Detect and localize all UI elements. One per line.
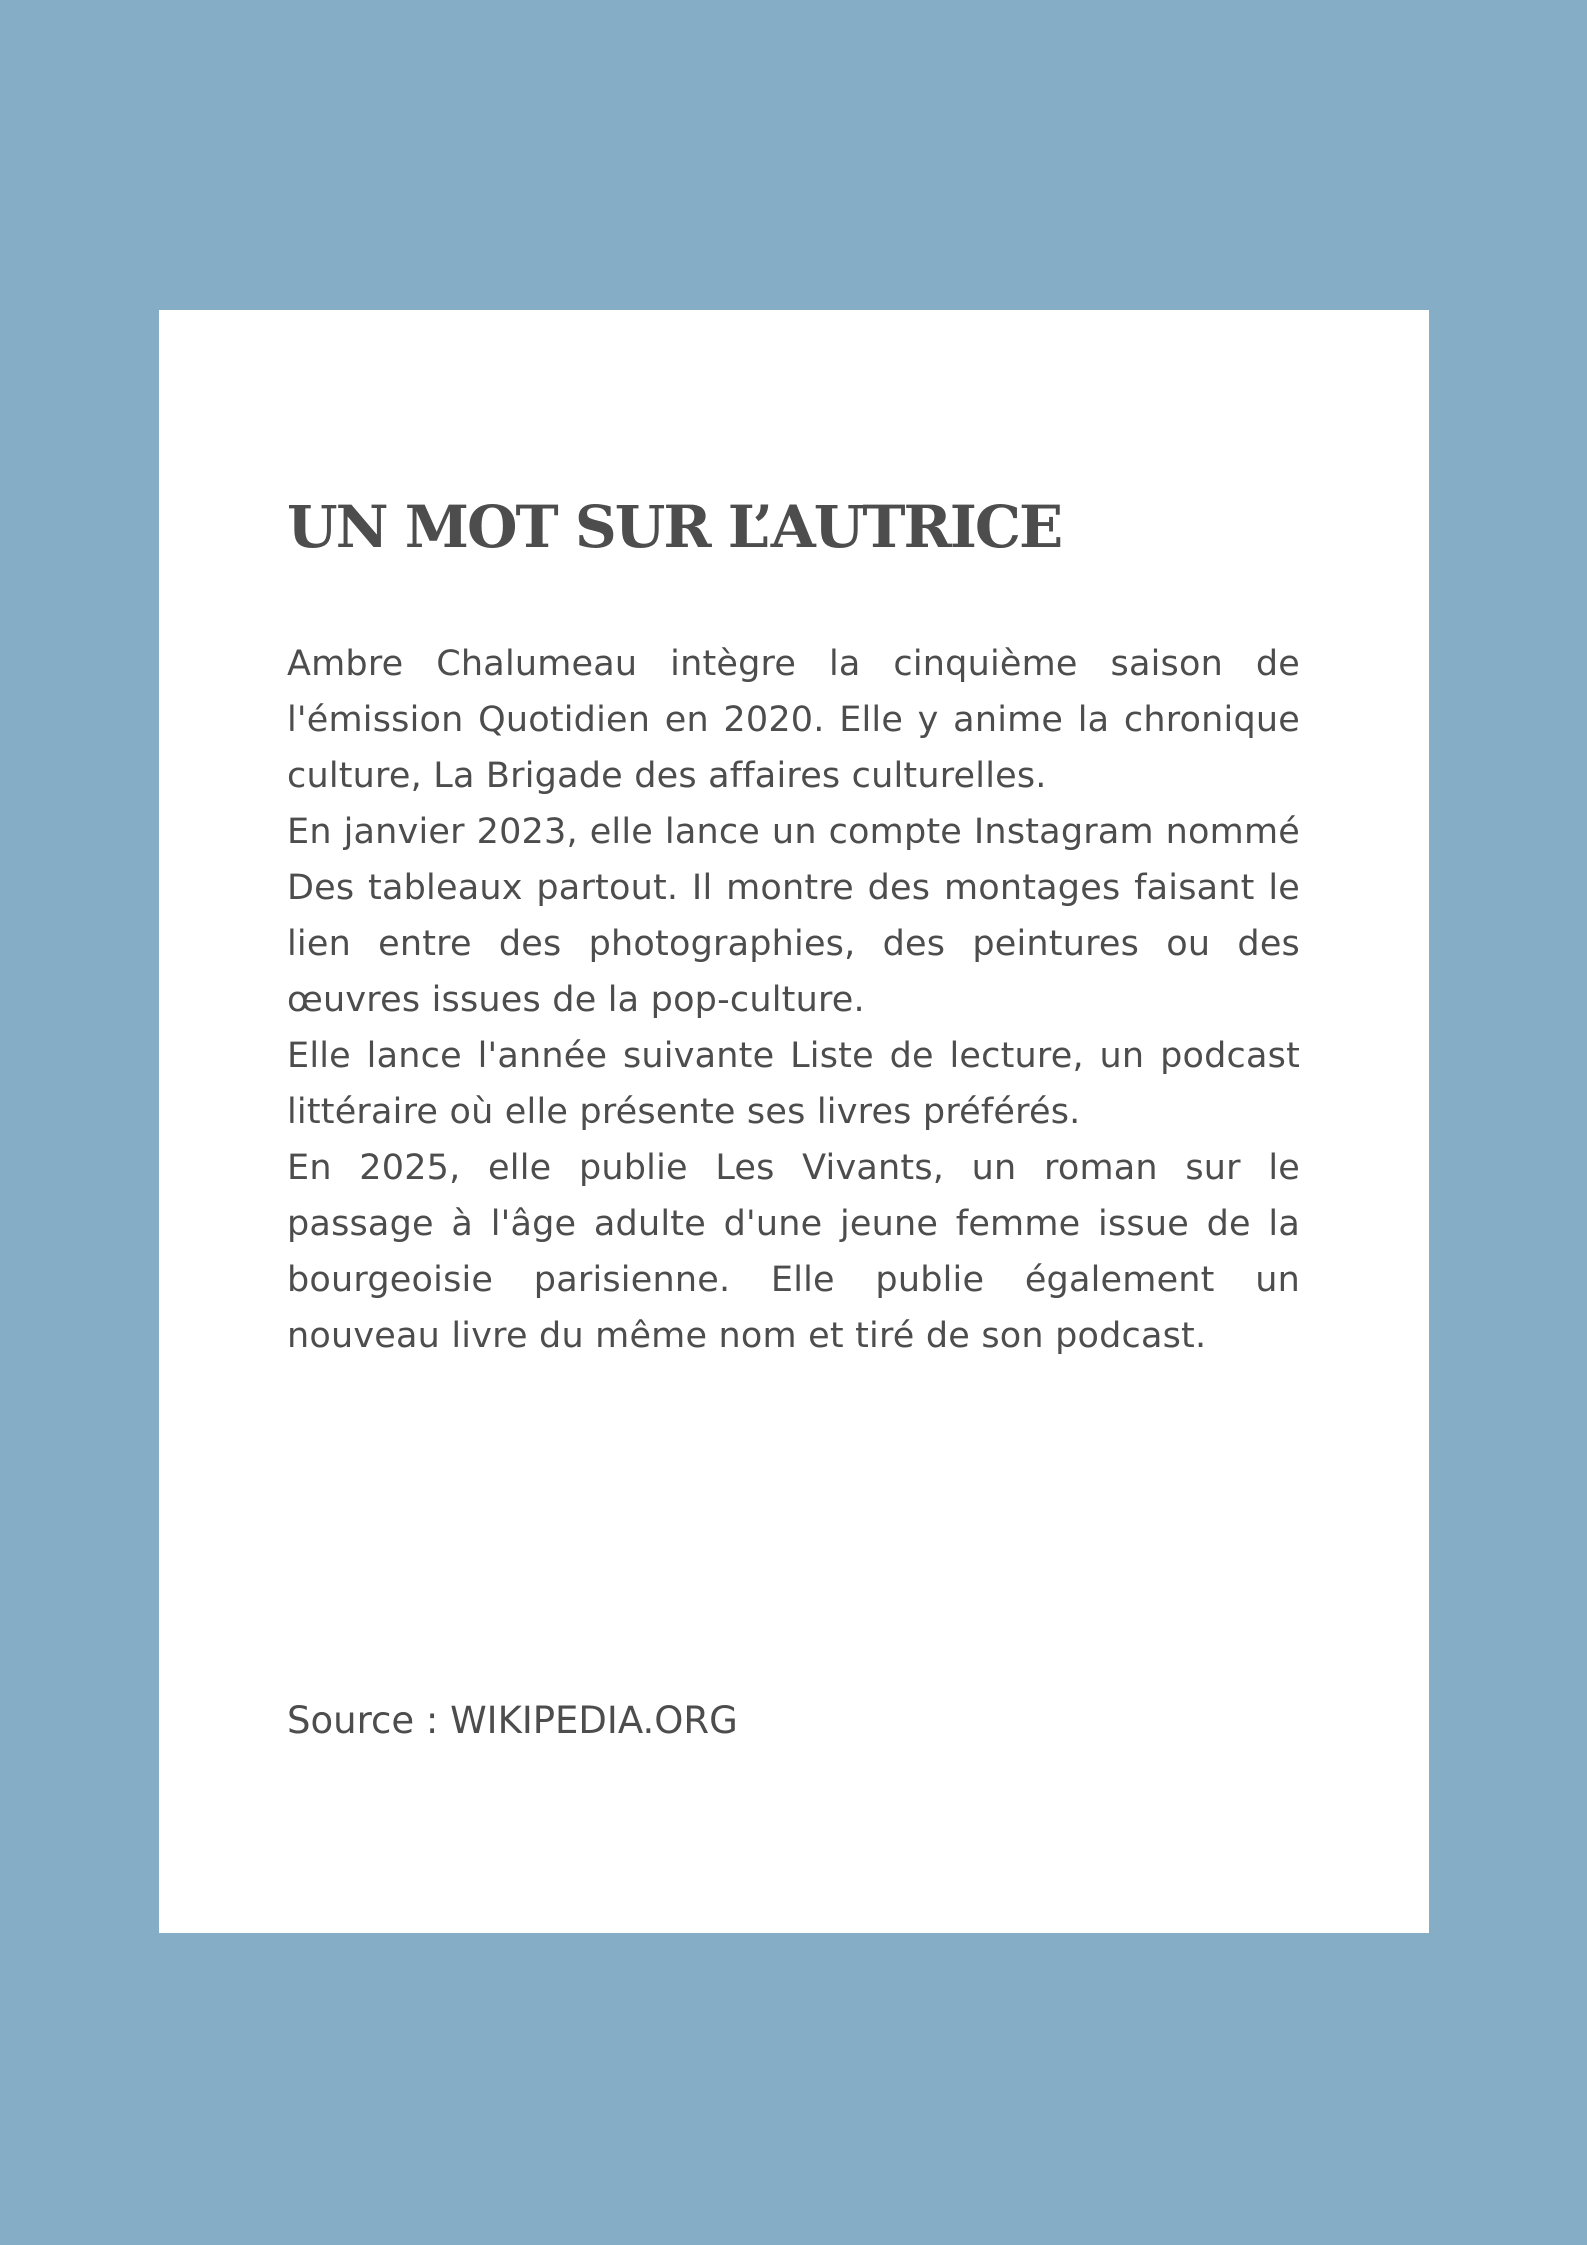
- paragraph: Ambre Chalumeau intègre la cinquième saison de l'émission Quotidien en 2020. Elle y anime la chronique culture, La Brigade des affaires culturelles.: [287, 644, 1300, 796]
- source-credit: Source : WIKIPEDIA.ORG: [287, 1699, 738, 1742]
- content-card: [159, 310, 1429, 1933]
- paragraph: En 2025, elle publie Les Vivants, un roman sur le passage à l'âge adulte d'une jeune femme issue de la bourgeoisie parisienne. Elle publie également un nouveau livre du même nom et tiré de son podcast.: [287, 1148, 1300, 1356]
- body-text: [287, 636, 1300, 1364]
- paragraph: En janvier 2023, elle lance un compte Instagram nommé Des tableaux partout. Il montre des montages faisant le lien entre des photographies, des peintures ou des œuvres issues de la pop-culture.: [287, 812, 1300, 1020]
- paragraph: Elle lance l'année suivante Liste de lecture, un podcast littéraire où elle présente ses livres préférés.: [287, 1036, 1300, 1132]
- page-title: UN MOT SUR L’AUTRICE: [287, 493, 1062, 561]
